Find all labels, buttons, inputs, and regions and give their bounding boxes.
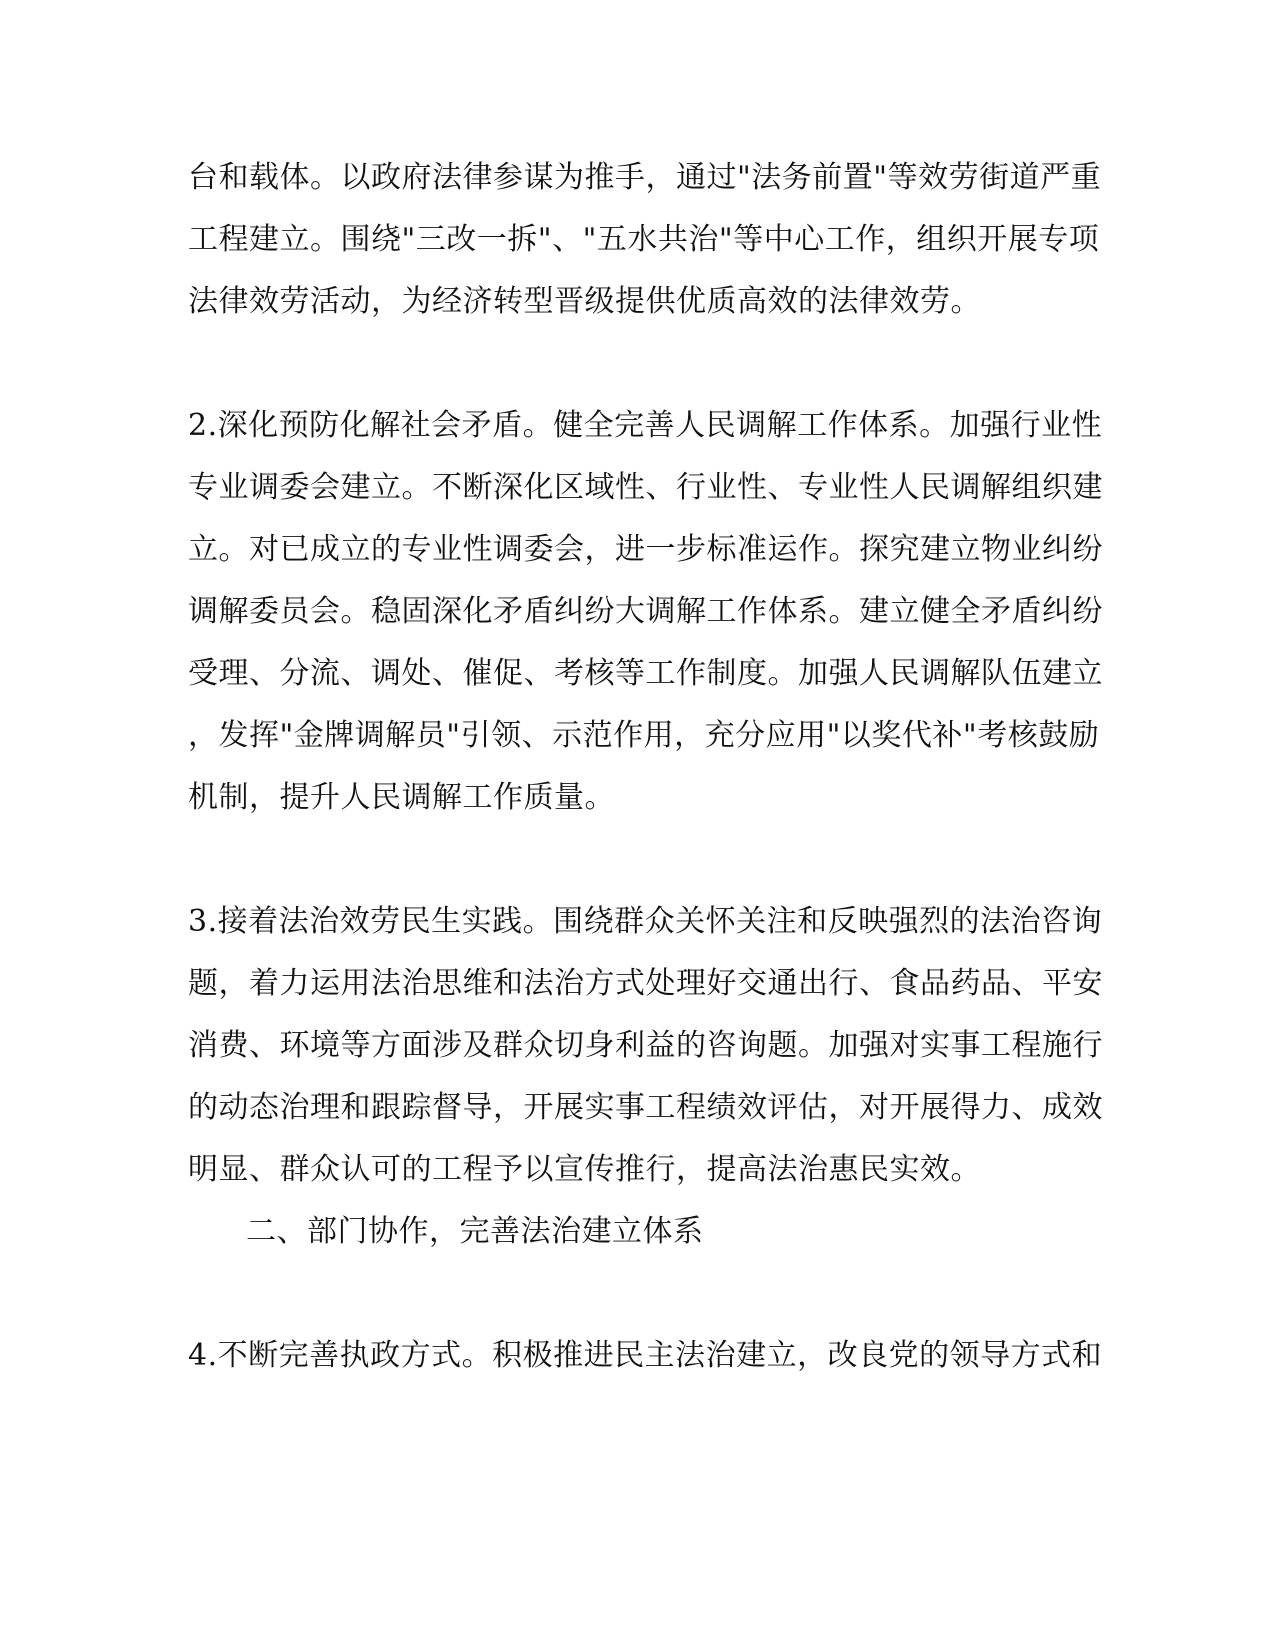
paragraph-2-line-6: ，发挥"金牌调解员"引领、示范作用，充分应用"以奖代补"考核鼓励 (188, 718, 1100, 753)
paragraph-4-line-1: 4.不断完善执政方式。积极推进民主法治建立，改良党的领导方式和 (188, 1338, 1103, 1373)
paragraph-1-line-1: 台和载体。以政府法律参谋为推手，通过"法务前置"等效劳街道严重 (188, 160, 1102, 195)
paragraph-2-line-1: 2.深化预防化解社会矛盾。健全完善人民调解工作体系。加强行业性 (188, 408, 1103, 443)
paragraph-3-line-4: 的动态治理和跟踪督导，开展实事工程绩效评估，对开展得力、成效 (188, 1090, 1103, 1125)
paragraph-2-line-2: 专业调委会建立。不断深化区域性、行业性、专业性人民调解组织建 (188, 470, 1103, 505)
paragraph-2-line-3: 立。对已成立的专业性调委会，进一步标准运作。探究建立物业纠纷 (188, 532, 1103, 567)
paragraph-2-line-7: 机制，提升人民调解工作质量。 (188, 780, 615, 815)
paragraph-2-line-5: 受理、分流、调处、催促、考核等工作制度。加强人民调解队伍建立 (188, 656, 1103, 691)
paragraph-1-line-3: 法律效劳活动，为经济转型晋级提供优质高效的法律效劳。 (188, 284, 981, 319)
paragraph-3-line-3: 消费、环境等方面涉及群众切身利益的咨询题。加强对实事工程施行 (188, 1028, 1103, 1063)
paragraph-3-line-2: 题，着力运用法治思维和法治方式处理好交通出行、食品药品、平安 (188, 966, 1103, 1001)
paragraph-3-line-1: 3.接着法治效劳民生实践。围绕群众关怀关注和反映强烈的法治咨询 (188, 904, 1103, 939)
section-heading: 二、部门协作，完善法治建立体系 (246, 1214, 704, 1249)
paragraph-1-line-2: 工程建立。围绕"三改一拆"、"五水共治"等中心工作，组织开展专项 (188, 222, 1100, 257)
paragraph-2-line-4: 调解委员会。稳固深化矛盾纠纷大调解工作体系。建立健全矛盾纠纷 (188, 594, 1103, 629)
paragraph-3-line-5: 明显、群众认可的工程予以宣传推行，提高法治惠民实效。 (188, 1152, 981, 1187)
